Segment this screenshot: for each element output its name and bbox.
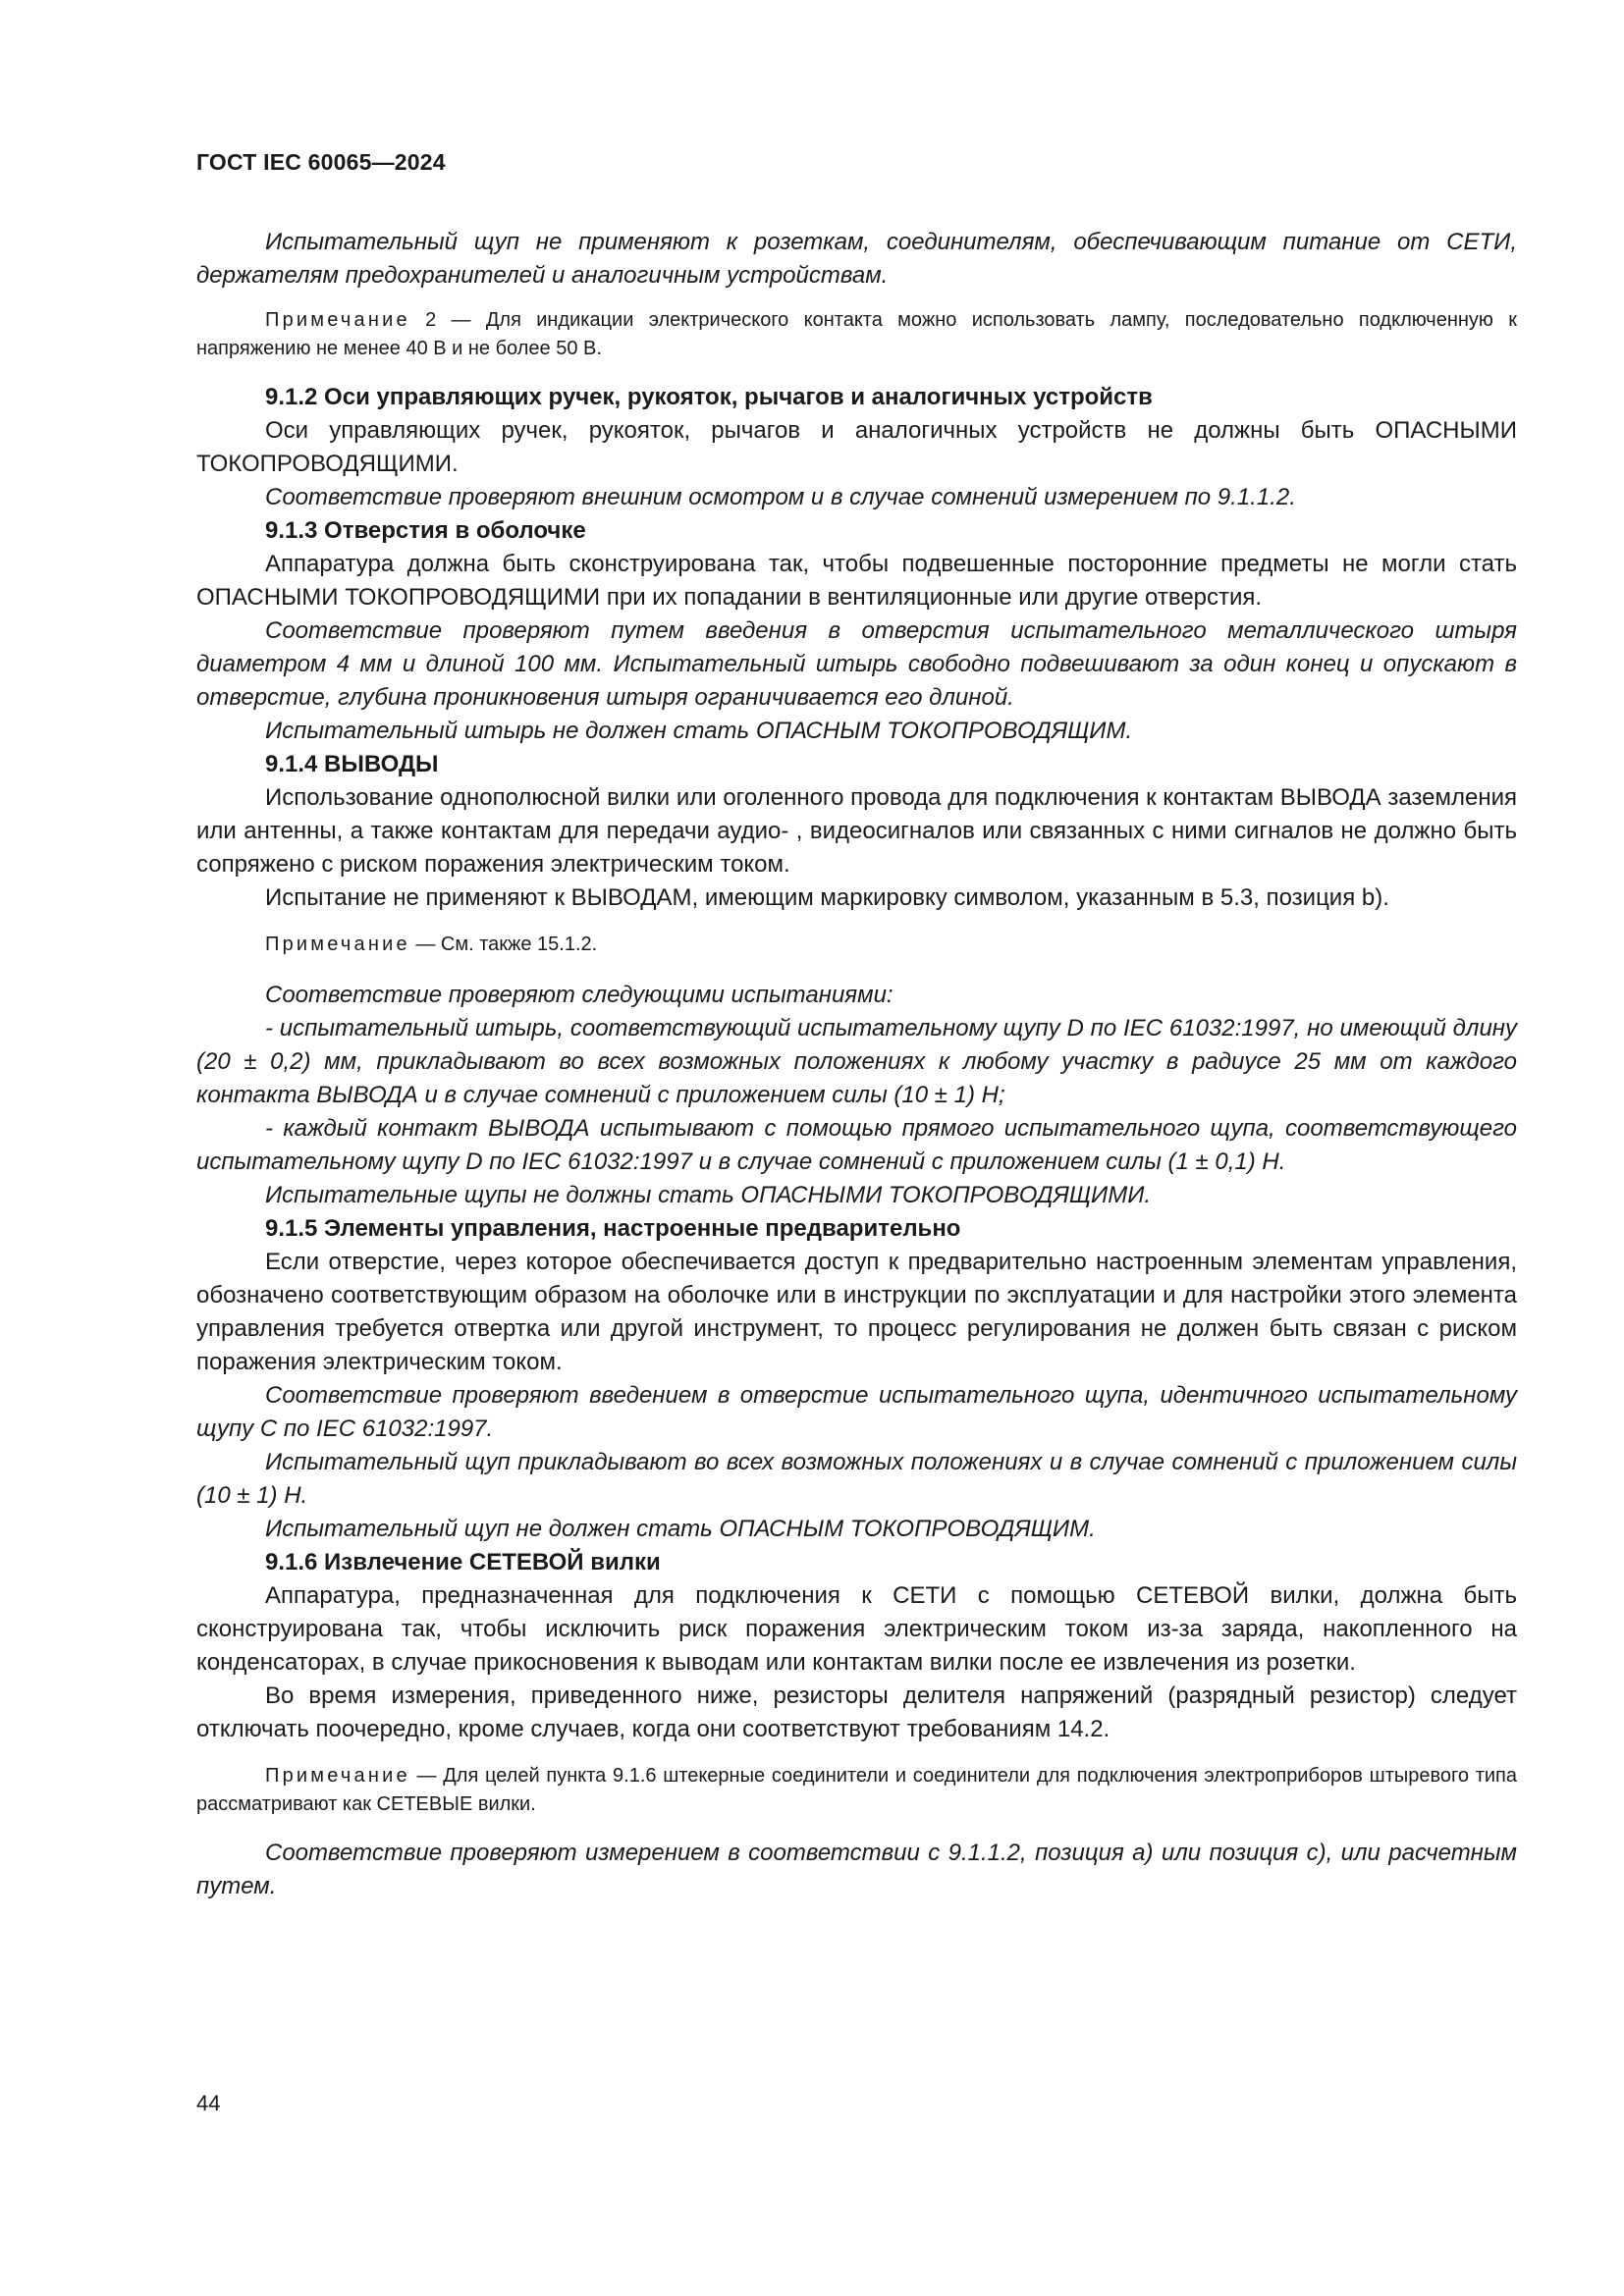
paragraph: Оси управляющих ручек, рукояток, рычагов и аналогичных устройств не должны быть ОПАСНЫМИ ТОКОПРОВОДЯЩИМИ.: [196, 417, 1517, 477]
note-text: — Для целей пункта 9.1.6 штекерные соединители и соединители для подключения электроприборов штыревого типа рассматривают как СЕТЕВЫЕ вилки.: [196, 1765, 1517, 1815]
note-label: Примечание: [265, 309, 410, 331]
paragraph: Соответствие проверяют путем введения в отверстия испытательного металлического штыря диаметром 4 мм и длиной 100 мм. Испытательный штырь свободно подвешивают за один конец и опускают в отверстие, глубина проникновения штыря ограничивается его длиной.: [196, 617, 1517, 711]
paragraph: Во время измерения, приведенного ниже, резисторы делителя напряжений (разрядный резистор) следует отключать поочередно, кроме случаев, когда они соответствуют требованиям 14.2.: [196, 1682, 1517, 1742]
section-heading-9-1-5: 9.1.5 Элементы управления, настроенные предварительно: [265, 1215, 961, 1242]
document-header: ГОСТ IEC 60065—2024: [196, 149, 446, 175]
note-9-1-6: [196, 1762, 1517, 1819]
list-item: - испытательный штырь, соответствующий испытательному щупу D по IEC 61032:1997, но имеющий длину (20 ± 0,2) мм, прикладывают во всех возможных положениях к любому участку в радиусе 25 мм от каждого контакта ВЫВОДА и в случае сомнений с приложением силы (10 ± 1) Н;: [196, 1015, 1517, 1108]
paragraph: Испытание не применяют к ВЫВОДАМ, имеющим маркировку символом, указанным в 5.3, позиция b).: [265, 884, 1389, 911]
paragraph: Соответствие проверяют внешним осмотром и в случае сомнений измерением по 9.1.1.2.: [265, 484, 1296, 510]
paragraph: Соответствие проверяют введением в отверстие испытательного щупа, идентичного испытательному щупу C по IEC 61032:1997.: [196, 1382, 1517, 1442]
paragraph: Испытательные щупы не должны стать ОПАСНЫМИ ТОКОПРОВОДЯЩИМИ.: [265, 1182, 1152, 1208]
paragraph: Соответствие проверяют измерением в соответствии с 9.1.1.2, позиция а) или позиция с), или расчетным путем.: [196, 1840, 1517, 1899]
paragraph: Если отверстие, через которое обеспечивается доступ к предварительно настроенным элементам управления, обозначено соответствующим образом на оболочке или в инструкции по эксплуатации и для настройки этого элемента управления требуется отвертка или другой инструмент, то процесс регулирования не должен быть связан с риском поражения электрическим током.: [196, 1249, 1517, 1375]
paragraph: Испытательный щуп не применяют к розеткам, соединителям, обеспечивающим питание от СЕТИ, держателям предохранителей и аналогичным устройствам.: [196, 229, 1517, 289]
paragraph: Испытательный щуп не должен стать ОПАСНЫМ ТОКОПРОВОДЯЩИМ.: [265, 1516, 1096, 1542]
paragraph: Соответствие проверяют следующими испытаниями:: [265, 982, 893, 1008]
paragraph: Испытательный щуп прикладывают во всех возможных положениях и в случае сомнений с приложением силы (10 ± 1) Н.: [196, 1449, 1517, 1509]
note-text: — См. также 15.1.2.: [415, 934, 598, 955]
paragraph: Аппаратура должна быть сконструирована так, чтобы подвешенные посторонние предметы не могли стать ОПАСНЫМИ ТОКОПРОВОДЯЩИМИ при их попадании в вентиляционные или другие отверстия.: [196, 551, 1517, 611]
section-heading-9-1-3: 9.1.3 Отверстия в оболочке: [265, 517, 586, 544]
paragraph: Аппаратура, предназначенная для подключения к СЕТИ с помощью СЕТЕВОЙ вилки, должна быть сконструирована так, чтобы исключить риск поражения электрическим током из-за заряда, накопленного на конденсаторах, в случае прикосновения к выводам или контактам вилки после ее извлечения из розетки.: [196, 1582, 1517, 1676]
document-body: [196, 226, 1517, 1903]
note-label: Примечание: [265, 1765, 410, 1787]
section-heading-9-1-2: 9.1.2 Оси управляющих ручек, рукояток, рычагов и аналогичных устройств: [265, 384, 1153, 410]
page-number: 44: [196, 2091, 221, 2115]
list-item: - каждый контакт ВЫВОДА испытывают с помощью прямого испытательного щупа, соответствующего испытательному щупу D по IEC 61032:1997 и в случае сомнений с приложением силы (1 ± 0,1) Н.: [196, 1115, 1517, 1175]
note-see-also: [196, 931, 1517, 959]
paragraph: Испытательный штырь не должен стать ОПАСНЫМ ТОКОПРОВОДЯЩИМ.: [265, 718, 1133, 744]
note-text: 2 — Для индикации электрического контакта можно использовать лампу, последовательно подключенную к напряжению не менее 40 В и не более 50 В.: [196, 309, 1517, 359]
note-label: Примечание: [265, 934, 410, 955]
note-2: [196, 306, 1517, 363]
section-heading-9-1-6: 9.1.6 Извлечение СЕТЕВОЙ вилки: [265, 1549, 661, 1575]
section-heading-9-1-4: 9.1.4 ВЫВОДЫ: [265, 751, 439, 777]
paragraph: Использование однополюсной вилки или оголенного провода для подключения к контактам ВЫВОДА заземления или антенны, а также контактам для передачи аудио- , видеосигналов или связанных с ними сигналов не должно быть сопряжено с риском поражения электрическим током.: [196, 784, 1517, 878]
